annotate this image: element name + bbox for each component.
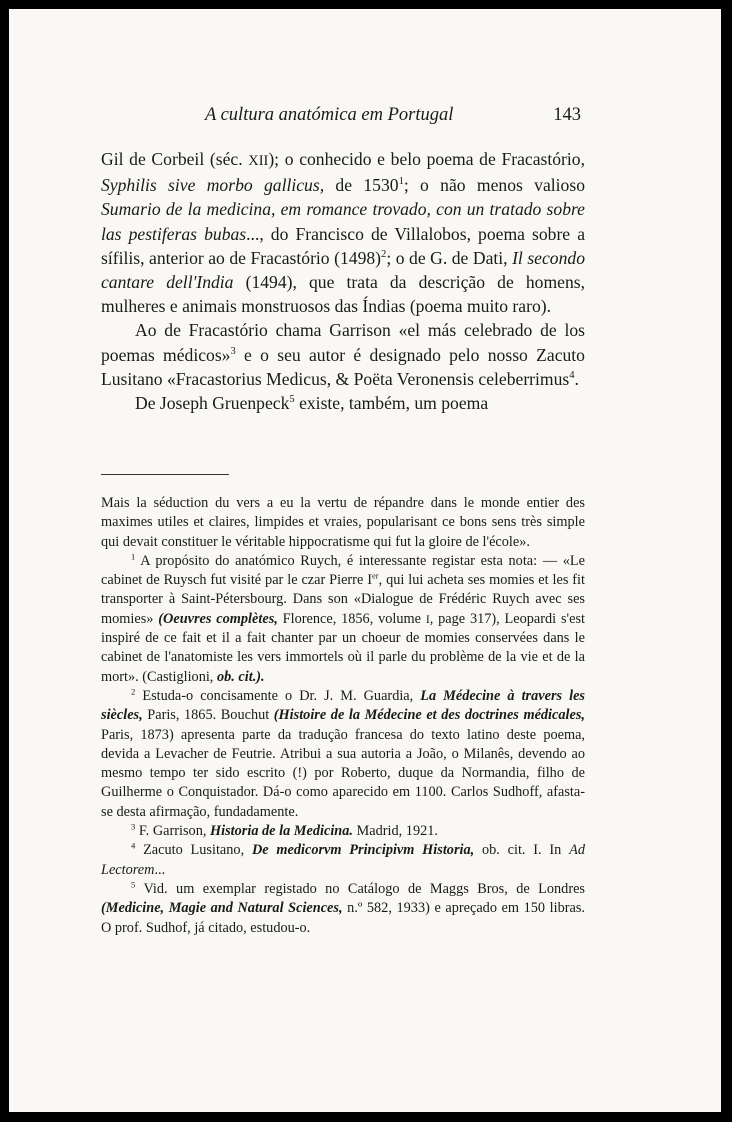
running-head <box>105 105 581 129</box>
text-run: Ao de Fracastório chama Garrison «el más celebrado de los poemas médicos» <box>101 320 585 365</box>
text-run: Estuda-o concisamente o Dr. J. M. Guardia, <box>135 687 421 704</box>
footnote-4 <box>101 841 585 880</box>
text-run: ob. cit. I. In <box>474 842 570 859</box>
footnote-5 <box>101 880 585 938</box>
text-run: Madrid, 1921. <box>352 823 438 840</box>
volume-numeral: I <box>425 612 430 626</box>
text-run: Paris, 1865. Bouchut <box>142 707 274 724</box>
text-run: n.º 582, 1933) e apreçado em 150 libras. O prof. Sudhof, já citado, estudou-o. <box>101 900 585 936</box>
citation: ob. cit.). <box>216 668 265 685</box>
text-run: De Joseph Gruenpeck <box>135 393 290 414</box>
paragraph-3 <box>101 391 585 415</box>
century-numeral: XII <box>248 153 269 169</box>
work-title: Syphilis sive morbo gallicus, <box>101 175 325 196</box>
footnote-ref-3[interactable]: 3 <box>230 345 236 357</box>
paragraph-2 <box>101 318 585 391</box>
running-title: A cultura anatómica em Portugal <box>205 105 454 125</box>
text-run: (1494), que trata da descrição de homens, mulheres e animais monstruosos das Índias (poema muito raro). <box>101 272 585 317</box>
footnote-number: 1 <box>131 551 136 562</box>
footnote-ref-2[interactable]: 2 <box>381 248 387 260</box>
work-title: (Histoire de la Médecine et des doctrines médicales, <box>273 707 585 724</box>
footnotes <box>101 494 585 938</box>
text-run: , page 317), Leopardi s'est inspiré de ce fait et il a fait chanter par un choeur de momies conservées dans le cabinet de l'anatomiste les vers immortels où il parle du problème de la vie et de la mort». (Castiglioni, <box>101 610 586 685</box>
text-run: ; o não menos valioso <box>403 175 585 196</box>
work-title: Historia de la Medicina. <box>210 823 353 840</box>
footnote-number: 4 <box>131 840 136 851</box>
superscript: er <box>371 570 379 581</box>
footnote-2 <box>101 687 585 822</box>
footnote-ref-1[interactable]: 1 <box>398 176 404 188</box>
text-run: existe, também, um poema <box>294 393 489 414</box>
text-run: , qui lui acheta ses momies et les fit transporter à Saint-Pétersbourg. Dans son «Dialogue de Frédéric Ruych avec ses momies» <box>101 572 585 627</box>
text-run: e o seu autor é designado pelo nosso Zacuto Lusitano «Fracastorius Medicus, & Poëta Veronensis celeberrimus <box>101 344 585 389</box>
text-run: Gil de Corbeil (séc. <box>101 149 249 169</box>
text-run: ); o conhecido e belo poema de Fracastório, <box>268 149 586 169</box>
text-run: Vid. um exemplar registado no Catálogo de Maggs Bros, de Londres <box>135 880 585 897</box>
work-title: Il secondo cantare dell'India <box>101 247 585 293</box>
paragraph-1 <box>101 147 585 318</box>
work-title: (Oeuvres complètes, <box>158 610 278 627</box>
footnote-ref-4[interactable]: 4 <box>569 369 575 381</box>
footnote-ref-5[interactable]: 5 <box>289 394 295 406</box>
text-run: Paris, 1873) apresenta parte da tradução francesa do texto latino deste poema, devida a Levacher de Feutrie. Atribui a sua autoria a João, o Milanês, devendo ao mesmo tempo ter sido escrito (!) por Roberto, duque da Normandia, filho de Guilherme o Conquistador. Dá-o como aparecido em 1100. Carlos Sudhoff, afasta-se desta afirmação, fundadamente. <box>101 726 585 820</box>
work-title: La Médecine à travers les siècles, <box>101 687 585 724</box>
main-text <box>101 147 585 415</box>
text-run: Zacuto Lusitano, <box>135 842 252 859</box>
work-title: (Medicine, Magie and Natural Sciences, <box>101 900 343 917</box>
work-title: Sumario de la medicina, em romance trovado, con un tratado sobre las pestiferas bubas <box>101 199 585 244</box>
text-run: F. Garrison, <box>135 823 210 840</box>
footnote-continuation: Mais la séduction du vers a eu la vertu de répandre dans le monde entier des maximes utiles et claires, limpides et vraies, popularisant ce bons sens très simple qui devait constituer le véritable hippocratisme qui fut la gloire de l'école». <box>101 495 585 550</box>
footnote-number: 2 <box>131 686 136 697</box>
text-run: ; o de G. de Dati, <box>386 247 513 268</box>
footnote-number: 5 <box>131 879 136 890</box>
footnote-1 <box>101 552 585 687</box>
book-page <box>9 9 721 1112</box>
footnote-3 <box>101 822 585 841</box>
text-run: ... <box>154 861 166 878</box>
text-run: ..., do Francisco de Villalobos, poema sobre a sífilis, anterior ao de Fracastório (1498) <box>101 223 586 268</box>
text-run: A propósito do anatómico Ruych, é interessante registar esta nota: — «Le cabinet de Ruysch fut visité par le czar Pierre I <box>101 552 585 589</box>
footnote-number: 3 <box>131 821 136 832</box>
footnote-divider <box>101 474 229 475</box>
text-run: de 1530 <box>324 175 399 196</box>
page-number: 143 <box>553 105 581 125</box>
work-title: Ad Lectorem <box>101 842 585 878</box>
text-run: Florence, 1856, volume <box>277 610 426 627</box>
text-run: . <box>574 368 579 389</box>
work-title: De medicorvm Principivm Historia, <box>251 842 475 859</box>
